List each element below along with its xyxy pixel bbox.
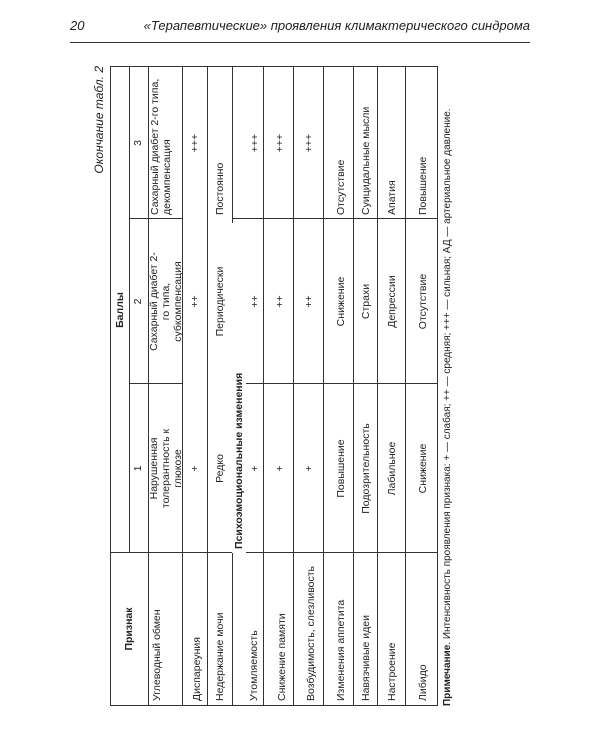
table-cell: ++ [303, 295, 315, 308]
table-row-feature: Снижение памяти [276, 613, 288, 701]
table-cell: Отсутствие [417, 273, 429, 330]
header-col-2: 2 [132, 298, 144, 305]
table-cell: Отсутствие [335, 159, 347, 215]
table-cell: + [189, 465, 201, 472]
table-cell: Постоянно [214, 162, 226, 215]
table-cell: +++ [249, 133, 261, 153]
table-cell: Нарушенная толерантность к глюкозе [148, 428, 184, 509]
table-row-feature: Либидо [417, 664, 429, 701]
section-heading: Психоэмоциональные изменения [232, 223, 246, 553]
header-feature: Признак [123, 607, 135, 651]
table-cell: Апатия [386, 180, 398, 215]
table-cell: Сахарный диабет 2-го типа, субкомпенсация [148, 252, 184, 351]
table-cell: +++ [303, 133, 315, 153]
table-row-feature: Углеводный обмен [151, 609, 163, 701]
table-cell: Подозрительность [360, 423, 372, 514]
table-cell: Сахарный диабет 2-го типа, декомпенсация [149, 78, 173, 215]
table-cell: Страхи [360, 283, 372, 320]
data-table [110, 66, 438, 706]
table-cell: Снижение [417, 443, 429, 494]
running-title: «Терапевтические» проявления климактерического синдрома [143, 18, 530, 33]
table-cell: Снижение [335, 276, 347, 327]
table-cell: Суицидальные мысли [360, 106, 372, 215]
table-row-feature: Утомляемость [248, 630, 260, 701]
running-header [70, 18, 530, 40]
header-rule [70, 42, 530, 43]
table-cell: + [303, 465, 315, 472]
header-points: Баллы [114, 292, 126, 328]
table-cell: Редко [214, 454, 226, 483]
table-cell: Периодически [214, 266, 226, 337]
table-cell: Повышение [417, 156, 429, 215]
table-note [442, 66, 454, 706]
table-cell: ++ [189, 295, 201, 308]
table-caption: Окончание табл. 2 [92, 66, 106, 174]
table-cell: +++ [274, 133, 286, 153]
table-row-feature: Настроение [386, 642, 398, 701]
table-cell: + [249, 465, 261, 472]
table-cell: Лабильное [386, 441, 398, 496]
table-cell: ++ [274, 295, 286, 308]
header-col-3: 3 [132, 140, 144, 146]
header-col-1: 1 [132, 465, 144, 472]
table-cell: Повышение [335, 439, 347, 498]
table-row-feature: Возбудимость, слезливость [305, 565, 317, 701]
page-number: 20 [70, 18, 85, 33]
table-row-feature: Изменения аппетита [335, 599, 347, 701]
table-cell: + [274, 465, 286, 472]
table-cell: Депрессии [386, 275, 398, 328]
rotated-table-block [92, 66, 472, 706]
table-row-feature: Диспареуния [191, 637, 203, 701]
note-label: Примечание [442, 644, 453, 706]
table-cell: +++ [189, 133, 201, 153]
table-row-feature: Навязчивые идеи [360, 615, 372, 701]
table-cell: ++ [249, 295, 261, 308]
note-text: . Интенсивность проявления признака: + — слабая; ++ — средняя; +++ — сильная; АД — артериальное давление. [442, 108, 453, 645]
table-row-feature: Недержание мочи [214, 612, 226, 701]
